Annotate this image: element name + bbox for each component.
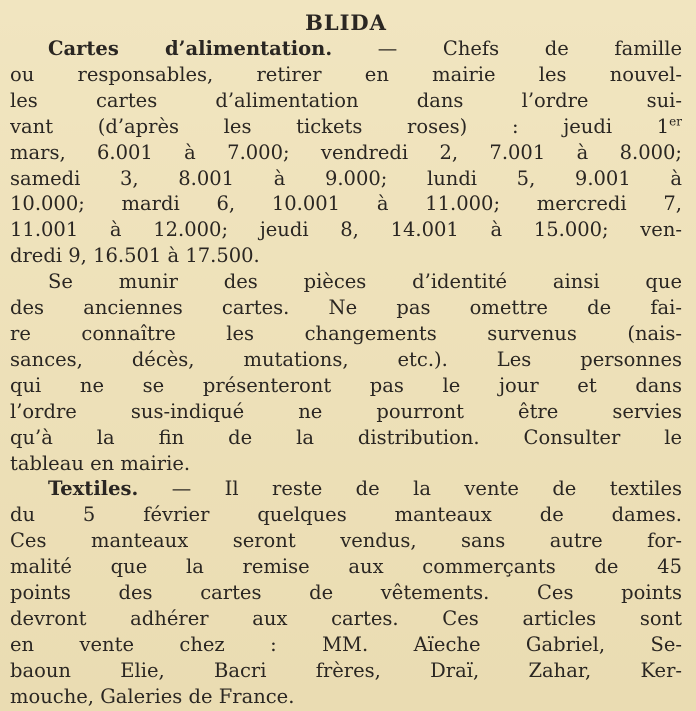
- text-line: qui ne se présenteront pas le jour et dans: [10, 373, 682, 397]
- paragraph-identity-documents: [10, 269, 682, 476]
- text-line: l’ordre sus-indiqué ne pourront être servies: [10, 399, 682, 423]
- text-line: sances, décès, mutations, etc.). Les personnes: [10, 347, 682, 371]
- paragraph-food-cards: [10, 36, 682, 269]
- text-line: en vente chez : MM. Aïeche Gabriel, Se-: [10, 632, 682, 656]
- text-line: des anciennes cartes. Ne pas omettre de fai-: [10, 296, 682, 320]
- text-line: 11.001 à 12.000; jeudi 8, 14.001 à 15.000; ven-: [10, 218, 682, 242]
- text-line: samedi 3, 8.001 à 9.000; lundi 5, 9.001 à: [10, 166, 682, 190]
- text-line: dredi 9, 16.501 à 17.500.: [10, 244, 260, 268]
- text-line: Cartes d’alimentation. — Chefs de famille: [48, 37, 682, 60]
- text-line: mouche, Galeries de France.: [10, 684, 295, 708]
- text-line: mars, 6.001 à 7.000; vendredi 2, 7.001 à 8.000;: [10, 140, 682, 164]
- text-line: qu’à la fin de la distribution. Consulter le: [10, 425, 682, 449]
- text-line: baoun Elie, Bacri frères, Draï, Zahar, Ker-: [10, 658, 682, 682]
- text-line: les cartes d’alimentation dans l’ordre sui-: [10, 88, 682, 112]
- paragraph-textiles: [10, 476, 682, 709]
- text-line: re connaître les changements survenus (nais-: [10, 321, 682, 345]
- text-line: points des cartes de vêtements. Ces points: [10, 581, 682, 605]
- text-line: vant (d’après les tickets roses) : jeudi 1er: [10, 114, 682, 138]
- text-line: Textiles. — Il reste de la vente de textiles: [48, 477, 682, 501]
- article-title: BLIDA: [305, 10, 387, 35]
- text-line: Se munir des pièces d’identité ainsi que: [48, 270, 682, 294]
- text-line: malité que la remise aux commerçants de 45: [10, 555, 682, 579]
- text-line: du 5 février quelques manteaux de dames.: [10, 503, 682, 527]
- text-line: Ces manteaux seront vendus, sans autre for-: [10, 529, 682, 553]
- text-line: 10.000; mardi 6, 10.001 à 11.000; mercredi 7,: [10, 192, 682, 216]
- text-line: devront adhérer aux cartes. Ces articles sont: [10, 606, 682, 630]
- ordinal-suffix: er: [669, 114, 682, 129]
- text-line: tableau en mairie.: [10, 451, 191, 475]
- text-line: ou responsables, retirer en mairie les nouvel-: [10, 62, 682, 86]
- section-heading: Textiles.: [48, 477, 139, 501]
- section-heading: Cartes d’alimentation.: [48, 37, 333, 60]
